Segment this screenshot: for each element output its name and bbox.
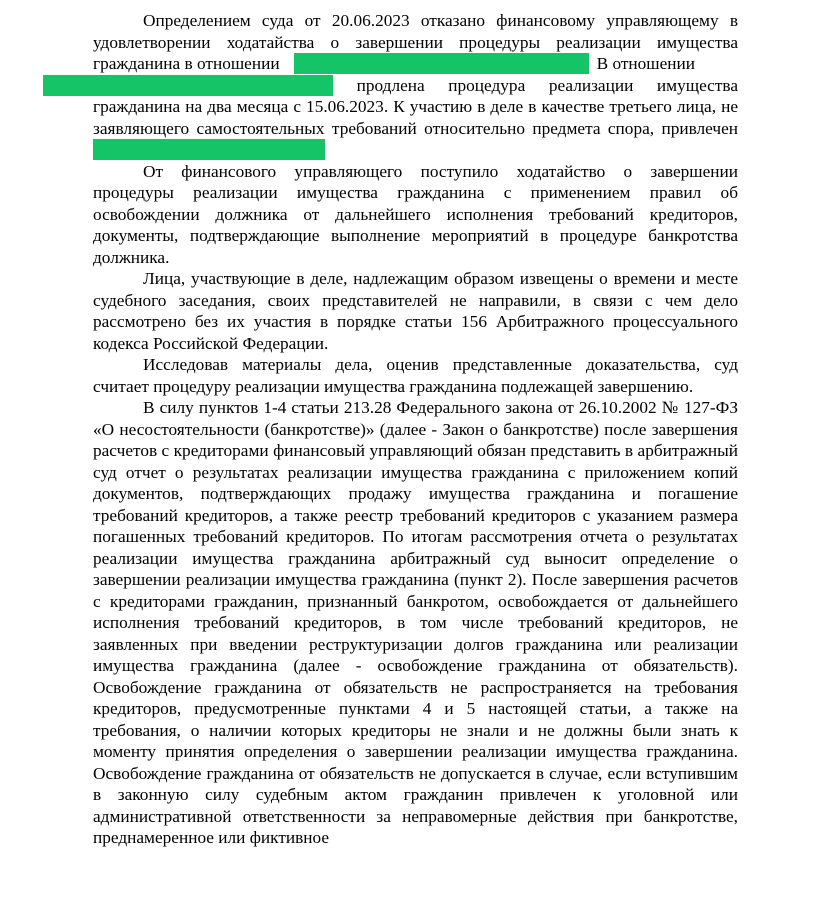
paragraph-1-text-b: В отношении <box>596 54 696 73</box>
paragraph-1 <box>93 10 738 161</box>
paragraph-4: Исследовав материалы дела, оценив представленные доказательства, суд считает процедуру реализации имущества гражданина подлежащей завершению. <box>93 355 738 396</box>
paragraph-5: В силу пунктов 1-4 статьи 213.28 Федерального закона от 26.10.2002 № 127-ФЗ «О несостоятельности (банкротстве)» (далее - Закон о банкротстве) после завершения расчетов с кредиторами финансовый управляющий обязан представить в арбитражный суд отчет о результатах реализации имущества гражданина с приложением копий документов, подтверждающих продажу имущества гражданина и погашение требований кредиторов, а также реестр требований кредиторов с указанием размера погашенных требований кредиторов. По итогам рассмотрения отчета о результатах реализации имущества гражданина арбитражный суд выносит определение о завершении реализации имущества гражданина (пункт 2). После завершения расчетов с кредиторами гражданин, признанный банкротом, освобождается от дальнейшего исполнения требований кредиторов, в том числе требований кредиторов, не заявленных при введении реструктуризации долгов гражданина или реализации имущества гражданина (далее - освобождение гражданина от обязательств). Освобождение гражданина от обязательств не распространяется на требования кредиторов, предусмотренные пунктами 4 и 5 настоящей статьи, а также на требования, о наличии которых кредиторы не знали и не должны были знать к моменту принятия определения о завершении реализации имущества гражданина. Освобождение гражданина от обязательств не допускается в случае, если вступившим в законную силу судебным актом гражданин привлечен к уголовной или административной ответственности за неправомерные действия при банкротстве, преднамеренное или фиктивное <box>93 398 738 847</box>
paragraph-1-text-c: продлена процедура реализации имущества гражданина на два месяца с 15.06.2023. К участию в деле в качестве третьего лица, не заявляющего самостоятельных требований относительно предмета спора, привлечен <box>93 75 738 138</box>
paragraph-1-text-a: Определением суда от 20.06.2023 отказано финансовому управляющему в удовлетворении ходатайства о завершении процедуры реализации имущества гражданина в отношении <box>93 11 738 73</box>
redaction-block-1 <box>294 53 589 74</box>
document-page <box>93 10 738 849</box>
redaction-block-3 <box>93 139 325 160</box>
paragraph-2: От финансового управляющего поступило ходатайство о завершении процедуры реализации имущества гражданина с применением правил об освобождении должника от дальнейшего исполнения требований кредиторов, документы, подтверждающие выполнение мероприятий в процедуре банкротства должника. <box>93 161 738 267</box>
paragraph-3: Лица, участвующие в деле, надлежащим образом извещены о времени и месте судебного заседания, своих представителей не направили, в связи с чем дело рассмотрено без их участия в порядке статьи 156 Арбитражного процессуального кодекса Российской Федерации. <box>93 269 738 353</box>
redaction-block-2 <box>43 75 333 96</box>
